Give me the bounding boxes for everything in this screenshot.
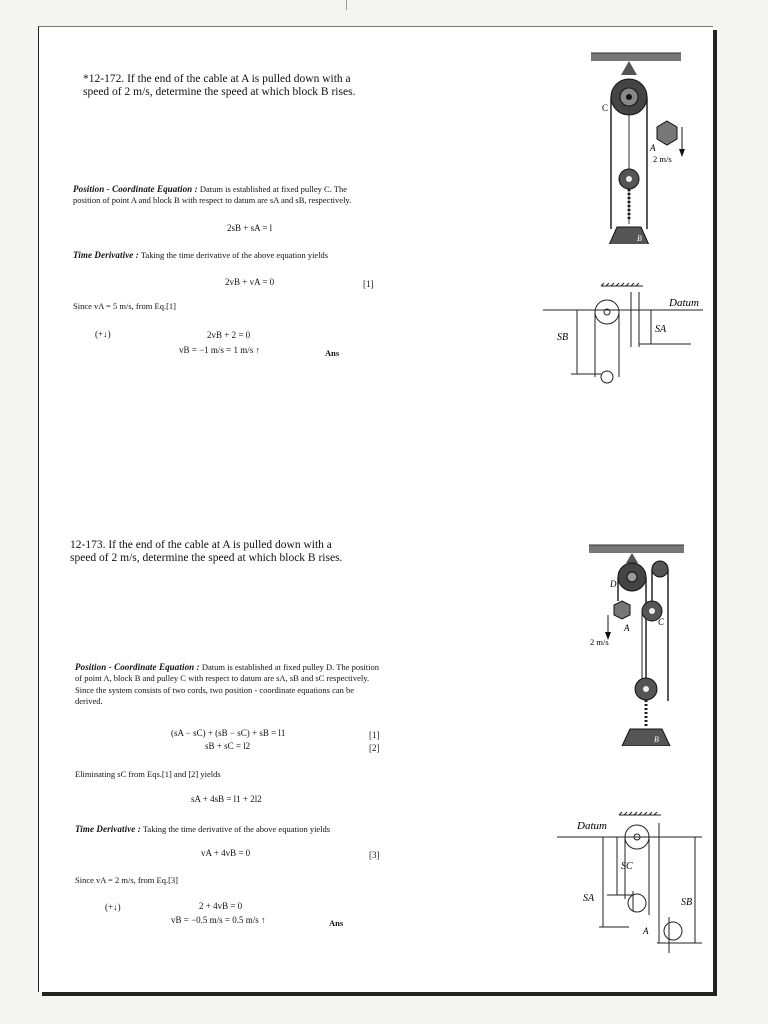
problem-2-time-text: Taking the time derivative of the above equation yields bbox=[142, 824, 331, 834]
problem-1-time-heading: Time Derivative : bbox=[73, 250, 139, 260]
problem-2-statement: 12-173. If the end of the cable at A is pulled down with a speed of 2 m/s, determine the speed at which block B rises. bbox=[70, 539, 343, 565]
scan-mark-top bbox=[346, 0, 347, 10]
problem-1-eq-sub: 2vB + 2 = 0 bbox=[207, 330, 251, 340]
problem-2-position-text: Datum is established at fixed pulley D. The position of point A, block B and pulley C with respect to datum are sA, sB and sC respectively. Since the system consists of two cords, two position - coordinate equations can be derived. bbox=[75, 662, 379, 707]
problem-2-answer-label: Ans bbox=[329, 918, 344, 928]
fig4-sc-label: SC bbox=[621, 861, 633, 872]
problem-2-eq-number-3: [3] bbox=[369, 850, 380, 860]
problem-1-position-paragraph bbox=[73, 183, 373, 207]
problem-2-datum-figure bbox=[537, 803, 702, 973]
document-page bbox=[38, 26, 713, 992]
problem-2-eliminating: Eliminating sC from Eqs.[1] and [2] yields bbox=[75, 769, 221, 779]
fig1-label-a: A bbox=[650, 143, 656, 153]
problem-1-position-text: Datum is established at fixed pulley C. The position of point A and block B with respect to datum are sA and sB, respectively. bbox=[73, 184, 352, 206]
problem-2-sign-convention: (+↓) bbox=[105, 902, 121, 912]
problem-1-datum-figure bbox=[543, 282, 703, 387]
problem-1-position-heading: Position - Coordinate Equation : bbox=[73, 184, 198, 194]
problem-2-position-heading: Position - Coordinate Equation : bbox=[75, 662, 200, 672]
problem-1-eq-velocity: 2vB + vA = 0 bbox=[225, 277, 275, 287]
problem-2-eq-number-2: [2] bbox=[369, 743, 380, 753]
problem-2-eq-sub: 2 + 4vB = 0 bbox=[199, 901, 243, 911]
fig3-label-b: B bbox=[654, 735, 659, 744]
fig1-speed-label: 2 m/s bbox=[653, 154, 672, 164]
fig1-label-c: C bbox=[602, 103, 609, 113]
problem-1-sign-convention: (+↓) bbox=[95, 329, 111, 339]
problem-1-time-text: Taking the time derivative of the above equation yields bbox=[140, 250, 329, 260]
problem-2-since: Since vA = 2 m/s, from Eq.[3] bbox=[75, 875, 179, 885]
fig4-datum-label: Datum bbox=[577, 820, 607, 832]
fig2-sa-label: SA bbox=[655, 324, 667, 335]
fig3-label-a: A bbox=[624, 623, 630, 633]
fig1-label-b: B bbox=[637, 234, 642, 243]
problem-2-eq-position-2: sB + sC = l2 bbox=[205, 741, 251, 751]
fig4-sb-label: SB bbox=[681, 897, 693, 908]
fig2-datum-label: Datum bbox=[669, 297, 699, 309]
fig3-label-c: C bbox=[658, 617, 665, 627]
problem-2-eq-position-1: (sA − sC) + (sB − sC) + sB = l1 bbox=[171, 728, 286, 738]
problem-2-position-paragraph bbox=[75, 661, 380, 708]
problem-1-answer-label: Ans bbox=[325, 348, 340, 358]
problem-1-eq-result: vB = −1 m/s = 1 m/s ↑ bbox=[179, 345, 260, 355]
fig3-speed-label: 2 m/s bbox=[590, 637, 609, 647]
fig2-sb-label: SB bbox=[557, 332, 569, 343]
problem-1-statement: *12-172. If the end of the cable at A is pulled down with a speed of 2 m/s, determine the speed at which block B rises. bbox=[83, 73, 356, 99]
fig4-a-label: A bbox=[643, 926, 649, 936]
fig4-sa-label: SA bbox=[583, 893, 595, 904]
problem-2-eq-result: vB = −0.5 m/s = 0.5 m/s ↑ bbox=[171, 915, 266, 925]
problem-1-time-paragraph bbox=[73, 249, 403, 261]
problem-2-eq-combined: sA + 4sB = l1 + 2l2 bbox=[191, 794, 262, 804]
fig3-label-d: D bbox=[610, 579, 617, 589]
problem-1-eq-number-1: [1] bbox=[363, 279, 374, 289]
problem-2-time-paragraph bbox=[75, 823, 405, 835]
problem-1-since: Since vA = 5 m/s, from Eq.[1] bbox=[73, 301, 177, 311]
problem-2-eq-number-1: [1] bbox=[369, 730, 380, 740]
problem-1-eq-position: 2sB + sA = l bbox=[227, 223, 273, 233]
problem-2-pulley-figure bbox=[584, 541, 694, 746]
problem-2-time-heading: Time Derivative : bbox=[75, 824, 141, 834]
problem-2-eq-velocity: vA + 4vB = 0 bbox=[201, 848, 251, 858]
problem-1-pulley-figure bbox=[579, 49, 699, 244]
